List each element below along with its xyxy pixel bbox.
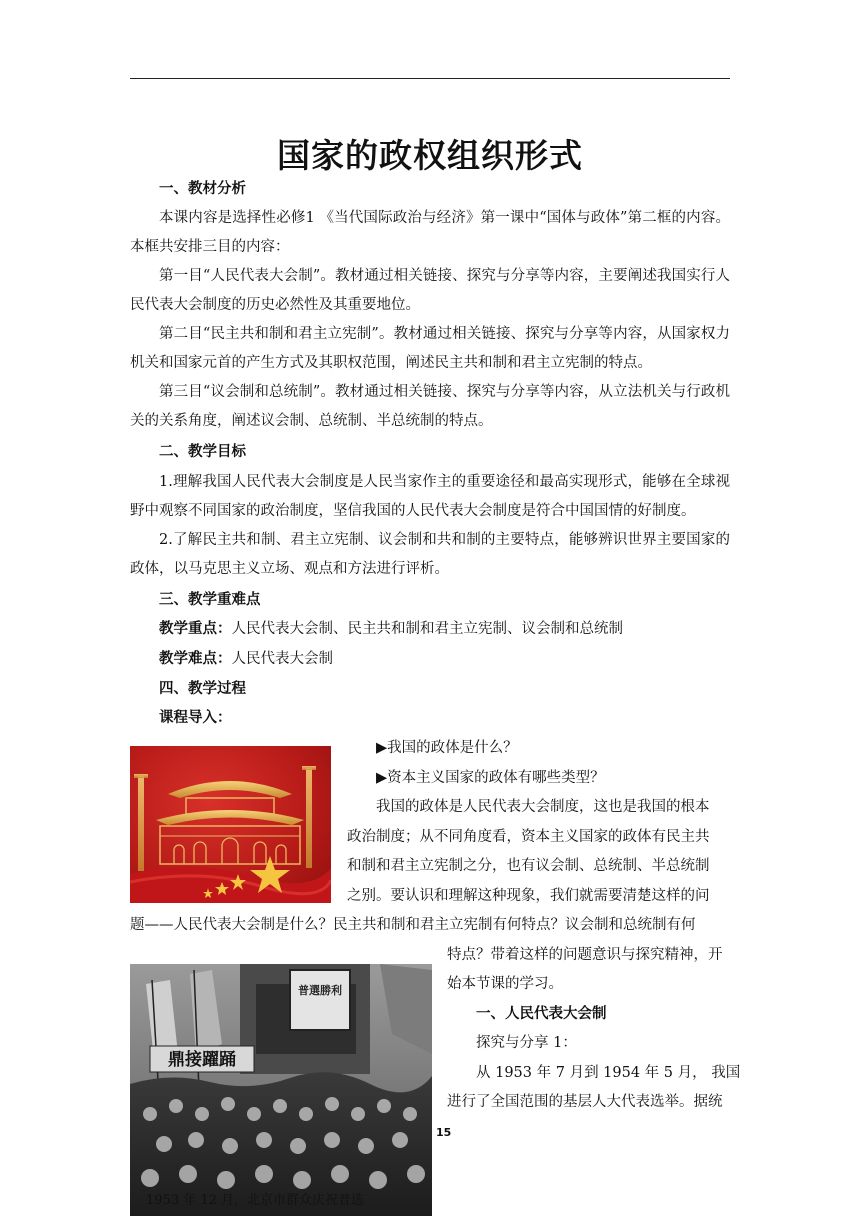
intro-line-1: 我国的政体是人民代表大会制度，这也是我国的根本 xyxy=(376,799,710,815)
section-heading-process: 四、教学过程 xyxy=(159,681,246,697)
page-number: 15 xyxy=(436,1126,452,1139)
section-heading-analysis: 一、教材分析 xyxy=(159,181,246,197)
subheading-npc: 一、人民代表大会制 xyxy=(476,1006,607,1022)
explore-line-1: 从 1953 年 7 月到 1954 年 5 月， 我国 xyxy=(476,1065,741,1081)
election-photo xyxy=(130,964,432,1216)
section-heading-goals: 二、教学目标 xyxy=(159,444,246,460)
page-title: 国家的政权组织形式 xyxy=(277,136,583,175)
paragraph-item-2: 第二目“民主共和制和君主立宪制”。教材通过相关链接、探究与分享等内容，从国家权力机关和国家元首的产生方式及其职权范围，阐述民主共和制和君主立宪制的特点。 xyxy=(130,326,730,371)
intro-line-3: 和制和君主立宪制之分，也有议会制、总统制、半总统制 xyxy=(347,858,710,874)
photo-sign-text: 普選勝利 xyxy=(298,984,342,997)
tiananmen-graphic xyxy=(130,746,331,903)
photo-banner-text: 鼎接躍踊 xyxy=(168,1050,236,1070)
intro-line-5: 题——人民代表大会制是什么？民主共和制和君主立宪制有何特点？议会制和总统制有何 xyxy=(130,917,696,933)
intro-line-7: 始本节课的学习。 xyxy=(447,976,563,992)
intro-line-2: 政治制度；从不同角度看，资本主义国家的政体有民主共 xyxy=(347,829,710,845)
section-heading-key-points: 三、教学重难点 xyxy=(159,592,261,608)
election-photo-graphic xyxy=(130,964,432,1216)
intro-label: 课程导入： xyxy=(159,710,232,726)
tiananmen-picture xyxy=(130,746,331,903)
intro-line-6: 特点？带着这样的问题意识与探究精神，开 xyxy=(447,947,723,963)
goal-1: 1.理解我国人民代表大会制度是人民当家作主的重要途径和最高实现形式，能够在全球视野中观察不同国家的政治制度，坚信我国的人民代表大会制度是符合中国国情的好制度。 xyxy=(130,474,730,519)
question-2: ▶资本主义国家的政体有哪些类型？ xyxy=(376,770,605,786)
paragraph-intro: 本课内容是选择性必修1 《当代国际政治与经济》第一课中“国体与政体”第二框的内容。本框共安排三目的内容： xyxy=(130,210,730,255)
question-1: ▶我国的政体是什么？ xyxy=(376,740,518,756)
difficult-point-text: 人民代表大会制 xyxy=(231,651,333,667)
difficult-point-label: 教学难点： xyxy=(159,651,232,667)
paragraph-item-1: 第一目“人民代表大会制”。教材通过相关链接、探究与分享等内容，主要阐述我国实行人民代表大会制度的历史必然性及其重要地位。 xyxy=(130,268,730,313)
key-point-label: 教学重点： xyxy=(159,621,232,637)
key-point-text: 人民代表大会制、民主共和制和君主立宪制、议会制和总统制 xyxy=(231,621,623,637)
explore-label: 探究与分享 1： xyxy=(476,1035,577,1051)
intro-line-4: 之别。要认识和理解这种现象，我们就需要清楚这样的问 xyxy=(347,888,710,904)
difficult-point-line xyxy=(130,645,730,674)
key-point-line xyxy=(130,615,730,644)
header-rule xyxy=(130,78,730,79)
explore-line-2: 进行了全国范围的基层人大代表选举。据统 xyxy=(447,1094,723,1110)
paragraph-item-3: 第三目“议会制和总统制”。教材通过相关链接、探究与分享等内容，从立法机关与行政机关的关系角度，阐述议会制、总统制、半总统制的特点。 xyxy=(130,384,730,429)
goal-2: 2.了解民主共和制、君主立宪制、议会制和共和制的主要特点，能够辨识世界主要国家的政体，以马克思主义立场、观点和方法进行评析。 xyxy=(130,532,730,577)
photo-caption: 1953 年 12 月，北京市群众庆祝普选 xyxy=(146,1193,365,1208)
